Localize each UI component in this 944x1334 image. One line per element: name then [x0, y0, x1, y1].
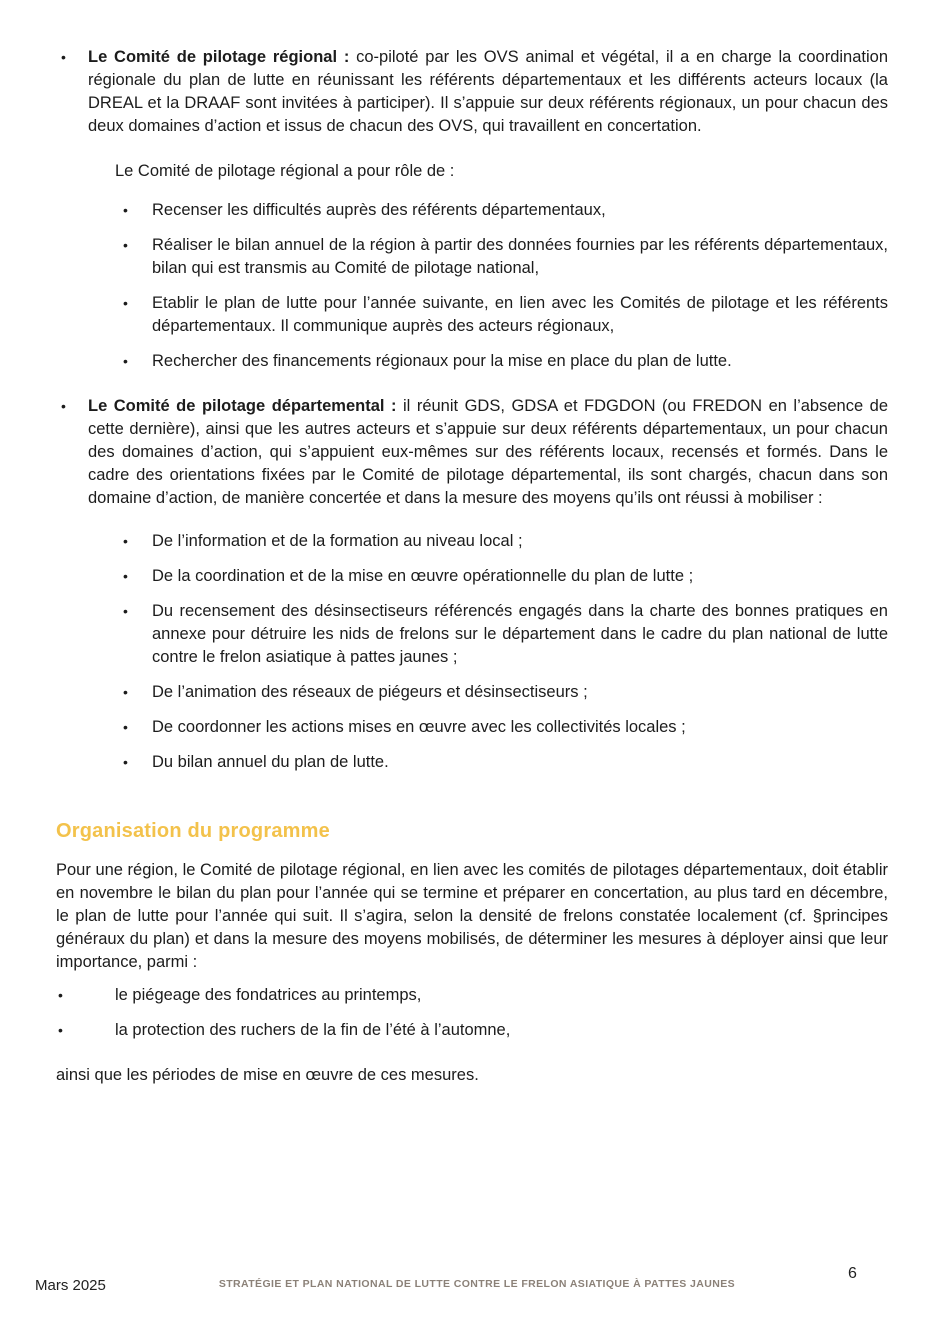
bullet-item-lead: Le Comité de pilotage régional :: [88, 48, 350, 66]
page-footer: [35, 1262, 888, 1297]
footer-date: Mars 2025: [35, 1277, 106, 1294]
closing-line: ainsi que les périodes de mise en œuvre de ces mesures.: [56, 1066, 479, 1084]
bullet-icon: •: [61, 49, 66, 65]
list-item: [123, 751, 888, 774]
bullet-icon: •: [58, 987, 63, 1003]
bullet-item-body: co-piloté par les OVS animal et végétal, il a en charge la coordination régionale du plan de lutte en réunissant les référents départementaux et les différents acteurs locaux (la DREAL et la DRAAF sont invitées à participer). Il s’appuie sur deux référents régionaux, un pour chacun des deux domaines d’action et issus de chacun des OVS, qui travaillent en concertation.: [88, 48, 889, 135]
bullet-item-body: il réunit GDS, GDSA et FDGDON (ou FREDON en l’absence de cette dernière), ainsi que les autres acteurs et s’appuie sur deux référents départementaux, un pour chacun des domaines d’action, qui s’appuient eux-mêmes sur des référents locaux, recensés et formés. Dans le cadre des orientations fixées par le Comité de pilotage départemental, ils sont chargés, chacun dans son domaine d’action, de manière concertée et dans la mesure des moyens qu’ils ont réussi à mobiliser :: [88, 397, 888, 507]
bullet-item-lead: Le Comité de pilotage départemental :: [88, 397, 397, 415]
bullet-item-comite-regional: [56, 46, 888, 138]
bullet-icon: •: [58, 1022, 63, 1038]
list-item: [123, 350, 888, 373]
bullet-icon: •: [123, 237, 128, 253]
list-item-measure: [56, 984, 888, 1007]
bullet-item-text: [88, 46, 888, 138]
list-item-text: De la coordination et de la mise en œuvre opérationnelle du plan de lutte ;: [152, 567, 694, 585]
list-item: [123, 530, 888, 553]
list-item-text: Rechercher des financements régionaux pour la mise en place du plan de lutte.: [152, 352, 732, 370]
bullet-icon: •: [61, 398, 66, 414]
bullet-icon: •: [123, 719, 128, 735]
list-item: [123, 600, 888, 669]
list-item-text: Etablir le plan de lutte pour l’année suivante, en lien avec les Comités de pilotage et les référents départementaux. Il communique auprès des acteurs régionaux,: [152, 294, 888, 335]
bullet-item-text: [88, 395, 888, 510]
bullet-icon: •: [123, 568, 128, 584]
bullet-icon: •: [123, 603, 128, 619]
list-item: [123, 716, 888, 739]
bullet-icon: •: [123, 353, 128, 369]
list-item: [123, 565, 888, 588]
section-heading: Organisation du programme: [56, 820, 330, 842]
bullet-icon: •: [123, 754, 128, 770]
bullet-icon: •: [123, 202, 128, 218]
bullet-icon: •: [123, 295, 128, 311]
bullet-icon: •: [123, 684, 128, 700]
bullet-item-comite-departemental: [56, 395, 888, 510]
list-item-text: la protection des ruchers de la fin de l’été à l’automne,: [115, 1021, 511, 1039]
page-number: 6: [848, 1265, 857, 1282]
list-item-text: Du recensement des désinsectiseurs référencés engagés dans la charte des bonnes pratiques en annexe pour détruire les nids de frelons sur le département dans le cadre du plan national de lutte contre le frelon asiatique à pattes jaunes ;: [152, 602, 888, 666]
sublist-regional: [56, 199, 888, 373]
list-item-text: Du bilan annuel du plan de lutte.: [152, 753, 389, 771]
list-item: [123, 199, 888, 222]
intro-line: Le Comité de pilotage régional a pour rôle de :: [115, 162, 455, 180]
list-item-text: Réaliser le bilan annuel de la région à partir des données fournies par les référents départementaux, bilan qui est transmis au Comité de pilotage national,: [152, 236, 888, 277]
list-item: [123, 234, 888, 280]
list-item: [123, 292, 888, 338]
sublist-departemental: [56, 530, 888, 774]
bullet-icon: •: [123, 533, 128, 549]
list-item-text: De l’animation des réseaux de piégeurs et désinsectiseurs ;: [152, 683, 588, 701]
list-item-text: De l’information et de la formation au niveau local ;: [152, 532, 523, 550]
list-item: [123, 681, 888, 704]
list-item-text: Recenser les difficultés auprès des référents départementaux,: [152, 201, 606, 219]
paragraph-organisation: Pour une région, le Comité de pilotage régional, en lien avec les comités de pilotages départementaux, doit établir en novembre le bilan du plan pour l’année qui se termine et préparer en concertation, au plus tard en décembre, le plan de lutte pour l’année qui suit. Il s’agira, selon la densité de frelons constatée localement (cf. §principes généraux du plan) et dans la mesure des moyens mobilisés, de déterminer les mesures à déployer ainsi que leur importance, parmi :: [56, 861, 888, 971]
list-item-text: De coordonner les actions mises en œuvre avec les collectivités locales ;: [152, 718, 686, 736]
page-content: [56, 46, 888, 1087]
footer-document-title: STRATÉGIE ET PLAN NATIONAL DE LUTTE CONTRE LE FRELON ASIATIQUE À PATTES JAUNES: [218, 1278, 736, 1290]
list-item-measure: [56, 1019, 888, 1042]
list-item-text: le piégeage des fondatrices au printemps,: [115, 986, 422, 1004]
